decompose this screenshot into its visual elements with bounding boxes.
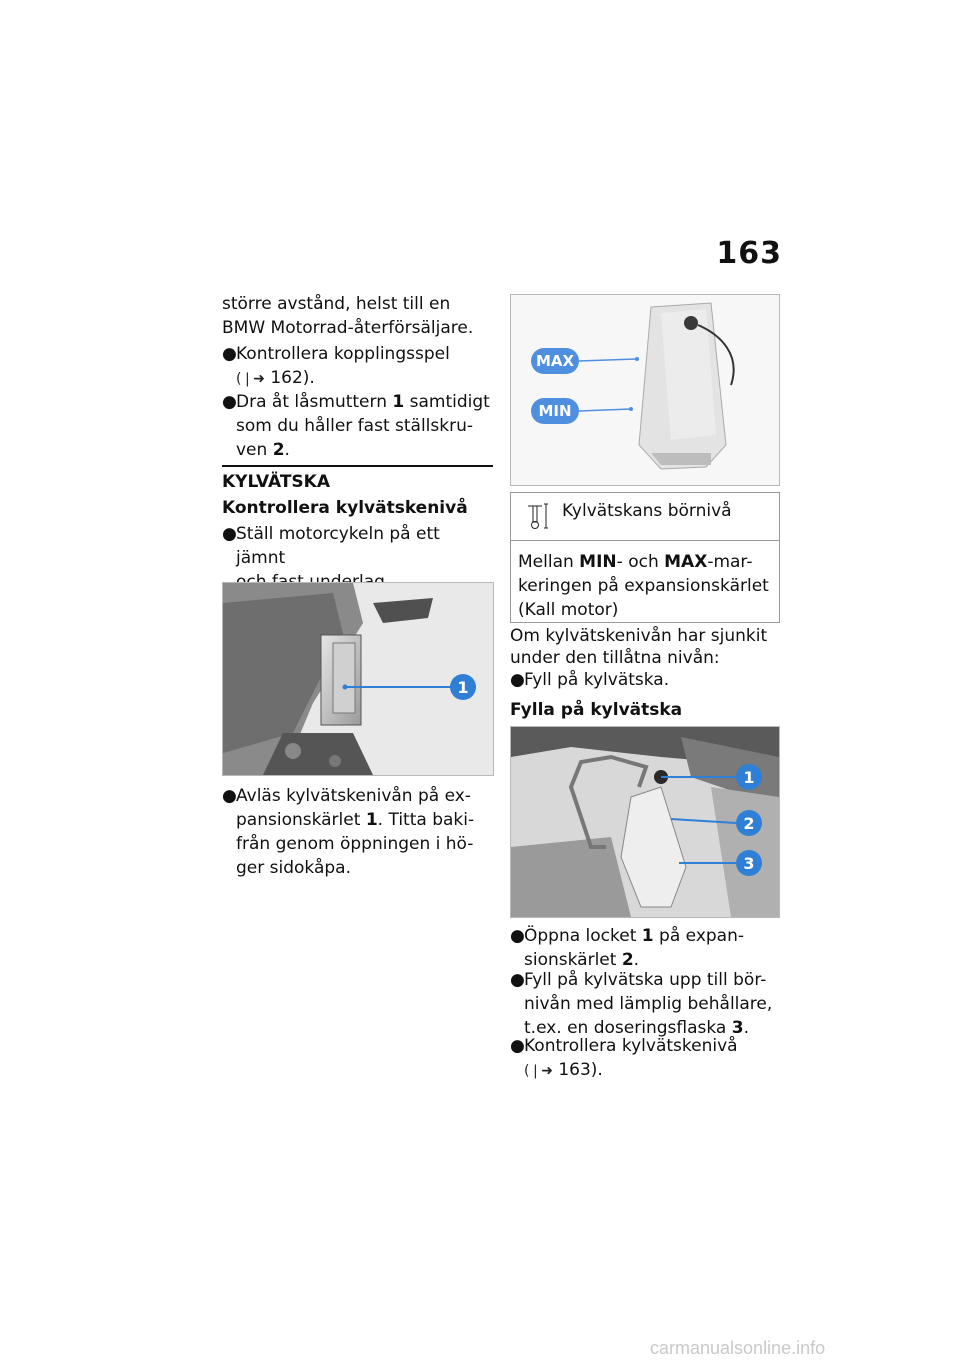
bullet-dot-icon: ● [510, 670, 525, 690]
bullet-dot-icon: ● [222, 392, 237, 412]
bullet-text: Fyll på kylvätska upp till bör- [524, 970, 767, 990]
figure-expansion-tank-levels [510, 294, 780, 486]
ref-number: 1 [365, 810, 378, 830]
para-line-2: under den tillåtna nivån: [510, 648, 720, 668]
spec-text: Mellan [518, 552, 580, 572]
bullet-text: nivån med lämplig behållare, [524, 994, 773, 1014]
callout-1: 1 [743, 768, 755, 787]
bullet-text: . Titta baki- [377, 810, 475, 830]
bullet-text: Fyll på kylvätska. [524, 670, 670, 690]
spec-divider [510, 540, 780, 541]
bullet-dot-icon: ● [510, 970, 525, 990]
page-number: 163 [716, 236, 782, 271]
max-label: MAX [535, 352, 575, 370]
bullet-dot-icon: ● [510, 926, 525, 946]
bullet-text: pansionskärlet [236, 810, 366, 830]
bullet-dot-icon: ● [222, 344, 237, 364]
para-line-1: Om kylvätskenivån har sjunkit [510, 626, 768, 646]
bullet-text: på expan- [653, 926, 744, 946]
bullet-text: som du håller fast ställskru- [236, 416, 473, 436]
intro-line-1: större avstånd, helst till en [222, 294, 451, 314]
callout-2: 2 [743, 814, 755, 833]
bullet-text: . [284, 440, 290, 460]
spec-max: MAX [664, 552, 708, 572]
spec-min: MIN [579, 552, 617, 572]
spec-line-2: keringen på expansionskärlet [518, 576, 769, 596]
subsection-title: Kontrollera kylvätskenivå [222, 498, 468, 518]
spec-line-1 [518, 550, 752, 574]
page-ref-text[interactable]: 162). [270, 368, 315, 388]
spec-line-3: (Kall motor) [518, 600, 619, 620]
spec-text: -mar- [707, 552, 753, 572]
subsection-title-fylla: Fylla på kylvätska [510, 700, 683, 720]
ref-number: 1 [641, 926, 654, 946]
bullet-text: ven [236, 440, 273, 460]
bullet-dot-icon: ● [222, 786, 237, 806]
bullet-text: t.ex. en doseringsflaska [524, 1018, 732, 1038]
bullet-text: Kontrollera kylvätskenivå [524, 1036, 738, 1056]
level-gauge-icon [526, 500, 550, 532]
bullet-dot-icon: ● [222, 524, 237, 544]
bullet-text: Dra åt låsmuttern [236, 392, 393, 412]
ref-number: 2 [272, 440, 285, 460]
callout-1: 1 [457, 678, 469, 697]
bullet-text: Öppna locket [524, 926, 642, 946]
spec-title: Kylvätskans börnivå [562, 501, 732, 521]
bullet-text: Avläs kylvätskenivån på ex- [236, 786, 471, 806]
bullet-dot-icon: ● [510, 1036, 525, 1056]
page-ref-text[interactable]: 163). [558, 1060, 603, 1080]
page-ref-arrow-icon[interactable]: (❘➜ [524, 1063, 553, 1079]
bullet-text: samtidigt [404, 392, 490, 412]
page-ref-arrow-icon[interactable]: (❘➜ [236, 371, 265, 387]
section-divider [222, 465, 493, 467]
ref-number: 2 [621, 950, 634, 970]
intro-line-2: BMW Motorrad-återförsäljare. [222, 318, 474, 338]
figure-expansion-tank-side [222, 582, 494, 776]
spec-text: - och [616, 552, 665, 572]
figure-filling-coolant [510, 726, 780, 918]
section-title: KYLVÄTSKA [222, 472, 330, 492]
ref-number: 3 [731, 1018, 744, 1038]
bullet-text: från genom öppningen i hö- [236, 834, 474, 854]
bullet-text: ger sidokåpa. [236, 858, 351, 878]
ref-number: 1 [392, 392, 405, 412]
watermark: carmanualsonline.info [650, 1338, 826, 1358]
bullet-text: . [633, 950, 640, 970]
callout-3: 3 [743, 854, 755, 873]
min-label: MIN [538, 402, 572, 420]
bullet-text: Kontrollera kopplingsspel [236, 344, 450, 364]
bullet-text: sionskärlet [524, 950, 622, 970]
bullet-text: Ställ motorcykeln på ett jämnt [236, 524, 440, 568]
bullet-text: . [743, 1018, 749, 1038]
